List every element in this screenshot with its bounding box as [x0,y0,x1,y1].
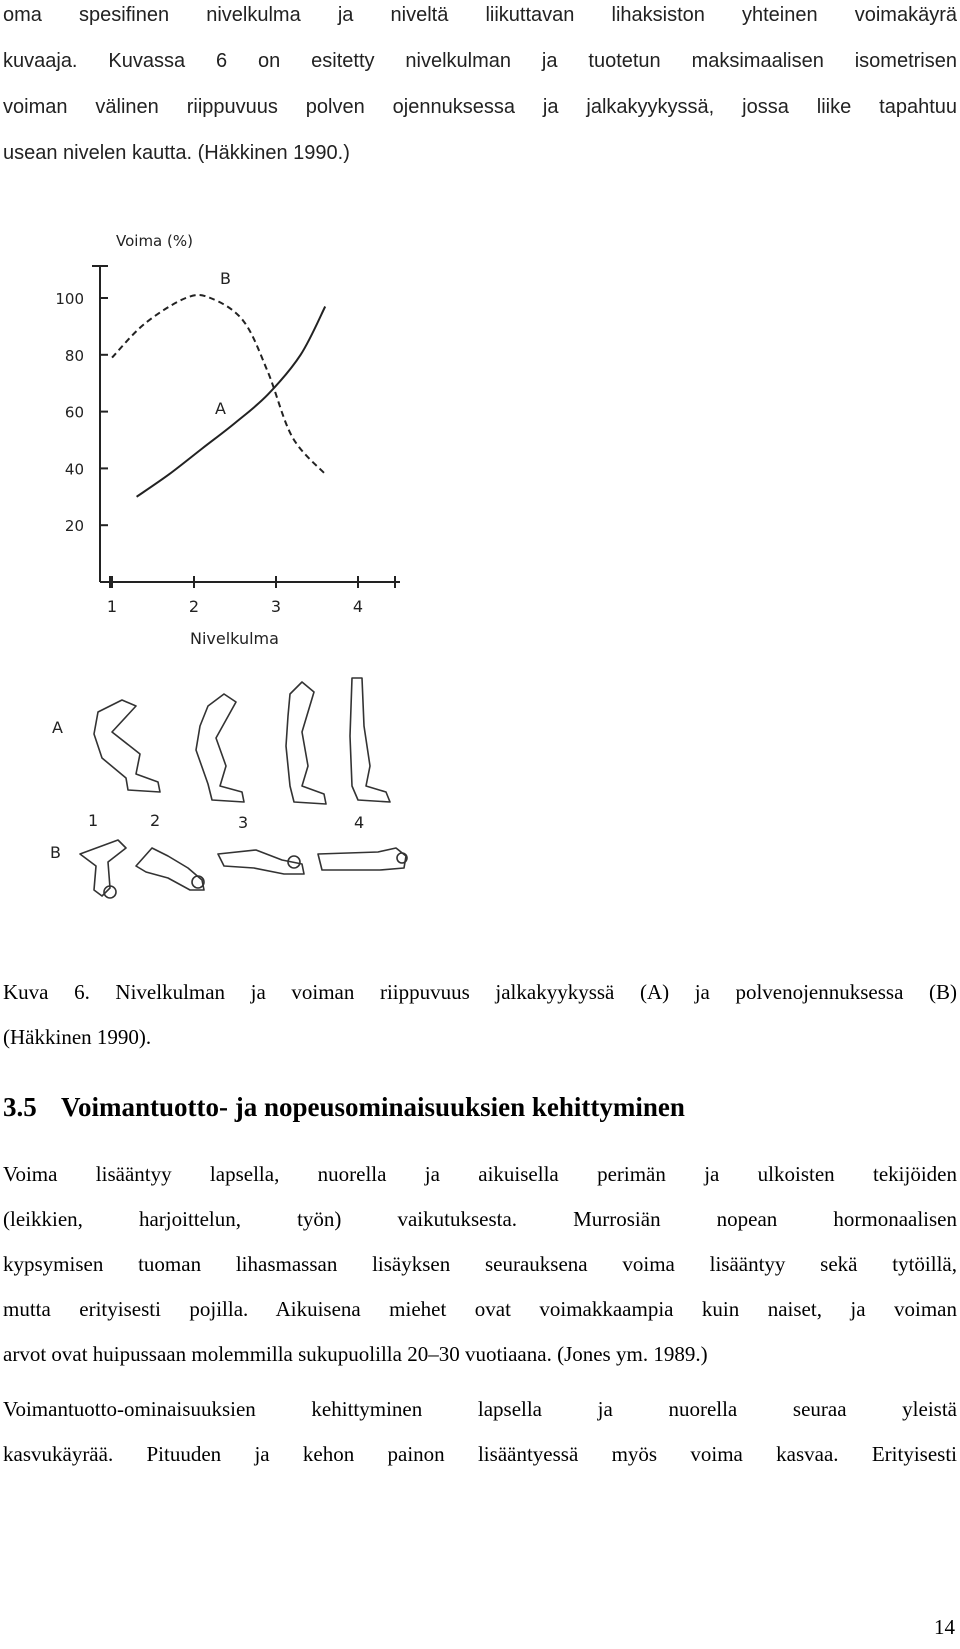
series-b-line [112,295,325,474]
intro-paragraph [3,0,957,176]
y-axis-label: Voima (%) [116,232,193,250]
row-b-number: 2 [150,811,161,830]
series-a-line [137,307,326,497]
body-paragraph [3,1387,957,1477]
intro-line: kuvaaja. Kuvassa 6 on esitetty nivelkulman ja tuotetun maksimaalisen isometrisen [3,50,957,72]
x-tick-label: 2 [188,597,200,616]
series-a-label: A [215,399,226,418]
squat-leg-sketches [94,678,390,804]
row-b-number: 1 [88,811,99,830]
intro-line: voiman välinen riippuvuus polven ojennuksessa ja jalkakyykyssä, jossa liike tapahtuu [3,96,957,118]
chart-axes [92,266,400,588]
paragraph-line: Voimantuotto-ominaisuuksien kehittyminen lapsella ja nuorella seuraa yleistä [3,1397,957,1421]
row-b-number: 3 [238,813,249,832]
paragraph-line: Voima lisääntyy lapsella, nuorella ja aikuisella perimän ja ulkoisten tekijöiden [3,1162,957,1186]
body-paragraph [3,1152,957,1377]
intro-line: oma spesifinen nivelkulma ja niveltä liikuttavan lihaksiston yhteinen voimakäyrä [3,4,957,26]
y-tick-label: 20 [64,517,84,536]
x-tick-label: 4 [352,597,364,616]
intro-line: usean nivelen kautta. (Häkkinen 1990.) [3,142,350,164]
row-b-number: 4 [354,813,365,832]
paragraph-line: kasvukäyrää. Pituuden ja kehon painon lisääntyessä myös voima kasvaa. Erityisesti [3,1442,957,1466]
y-tick-label: 100 [55,290,84,308]
row-a-label: A [52,718,63,737]
paragraph-line: (leikkien, harjoittelun, työn) vaikutuksesta. Murrosiän nopean hormonaalisen [3,1207,957,1231]
section-number: 3.5 [3,1092,37,1122]
row-b-label: B [50,843,61,862]
caption-line: Kuva 6. Nivelkulman ja voiman riippuvuus jalkakyykyssä (A) ja polvenojennuksessa (B) [3,980,957,1004]
caption-line: (Häkkinen 1990). [3,1025,152,1049]
paragraph-line: kypsymisen tuoman lihasmassan lisäyksen seurauksena voima lisääntyy sekä tytöillä, [3,1252,957,1276]
figure-caption [3,970,957,1060]
x-axis-label: Nivelkulma [190,629,279,648]
y-tick-label: 60 [64,403,84,422]
figure-6 [40,226,440,966]
paragraph-line: arvot ovat huipussaan molemmilla sukupuolilla 20–30 vuotiaana. (Jones ym. 1989.) [3,1342,708,1366]
x-tick-label: 3 [270,597,282,616]
x-tick-label: 1 [106,597,118,616]
series-b-label: B [220,269,231,288]
page-number: 14 [934,1615,955,1639]
y-tick-label: 80 [64,346,84,365]
y-tick-label: 40 [64,460,84,479]
paragraph-line: mutta erityisesti pojilla. Aikuisena miehet ovat voimakkaampia kuin naiset, ja voiman [3,1297,957,1321]
section-title: Voimantuotto- ja nopeusominaisuuksien kehittyminen [61,1092,685,1122]
knee-extension-sketches [80,840,407,898]
y-tick-marks [100,298,108,525]
section-heading [3,1092,685,1123]
